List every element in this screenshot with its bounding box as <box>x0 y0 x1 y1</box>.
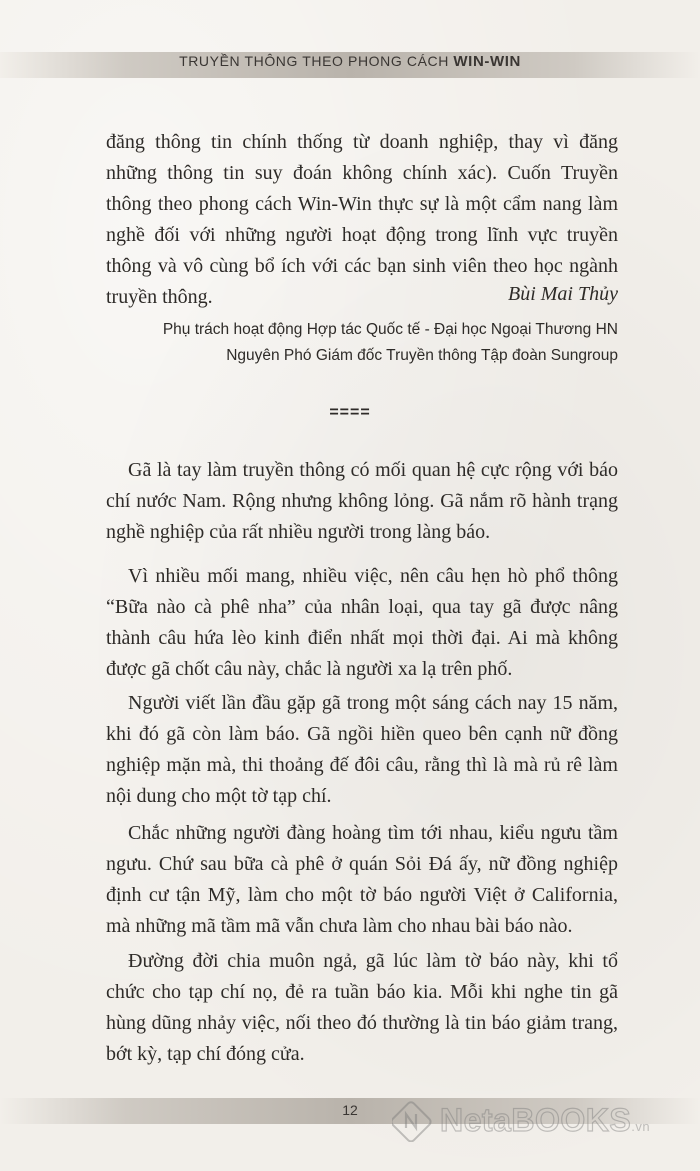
running-header-prefix: TRUYỀN THÔNG THEO PHONG CÁCH <box>179 53 454 69</box>
credit-line-2: Nguyên Phó Giám đốc Truyền thông Tập đoàn Sungroup <box>226 347 618 364</box>
running-header <box>0 53 700 70</box>
credit-line-1: Phụ trách hoạt động Hợp tác Quốc tế - Đại học Ngoại Thương HN <box>162 321 618 338</box>
body-paragraph-4: Chắc những người đàng hoàng tìm tới nhau, kiểu ngưu tầm ngưu. Chứ sau bữa cà phê ở quán Sỏi Đá ấy, nữ đồng nghiệp định cư tận Mỹ, làm cho một tờ báo người Việt ở California, mà những mã tầm mã vẫn chưa làm cho nhau bài báo nào. <box>106 822 618 937</box>
body-paragraph-3: Người viết lần đầu gặp gã trong một sáng cách nay 15 năm, khi đó gã còn làm báo. Gã ngồi hiền queo bên cạnh nữ đồng nghiệp mặn mà, thi thoảng đế đôi câu, rằng thì là mà rủ rê làm nội dung cho một tờ tạp chí. <box>106 692 618 807</box>
watermark-brand: NetaBOOKS <box>440 1102 632 1138</box>
netabooks-logo-icon <box>392 1100 434 1142</box>
running-header-strong: WIN-WIN <box>453 53 521 70</box>
intro-paragraph: đăng thông tin chính thống từ doanh nghiệp, thay vì đăng những thông tin suy đoán không chính xác). Cuốn Truyền thông theo phong cách Win-Win thực sự là một cẩm nang làm nghề đối với những người hoạt động trong lĩnh vực truyền thông và vô cùng bổ ích với các bạn sinh viên theo học ngành truyền thông. <box>106 131 618 308</box>
section-separator: ==== <box>329 404 371 421</box>
body-paragraph-1: Gã là tay làm truyền thông có mối quan hệ cực rộng với báo chí nước Nam. Rộng nhưng không lỏng. Gã nắm rõ hành trạng nghề nghiệp của rất nhiều người trong làng báo. <box>106 459 618 543</box>
body-paragraph-2: Vì nhiều mối mang, nhiều việc, nên câu hẹn hò phổ thông “Bữa nào cà phê nha” của nhân loại, qua tay gã được nâng thành câu hứa lèo kinh điển nhất mọi thời đại. Ai mà không được gã chốt câu này, chắc là người xa lạ trên phố. <box>106 565 618 680</box>
signature: Bùi Mai Thủy <box>508 283 618 305</box>
watermark-suffix: .vn <box>631 1119 651 1134</box>
watermark-text <box>440 1102 650 1139</box>
body-paragraph-5: Đường đời chia muôn ngả, gã lúc làm tờ báo này, khi tổ chức cho tạp chí nọ, đẻ ra tuần báo kia. Mỗi khi nghe tin gã hùng dũng nhảy việc, nối theo đó thường là tin báo giảm trang, bớt kỳ, tạp chí đóng cửa. <box>106 950 618 1065</box>
page-number: 12 <box>342 1102 358 1118</box>
watermark <box>392 1092 692 1152</box>
